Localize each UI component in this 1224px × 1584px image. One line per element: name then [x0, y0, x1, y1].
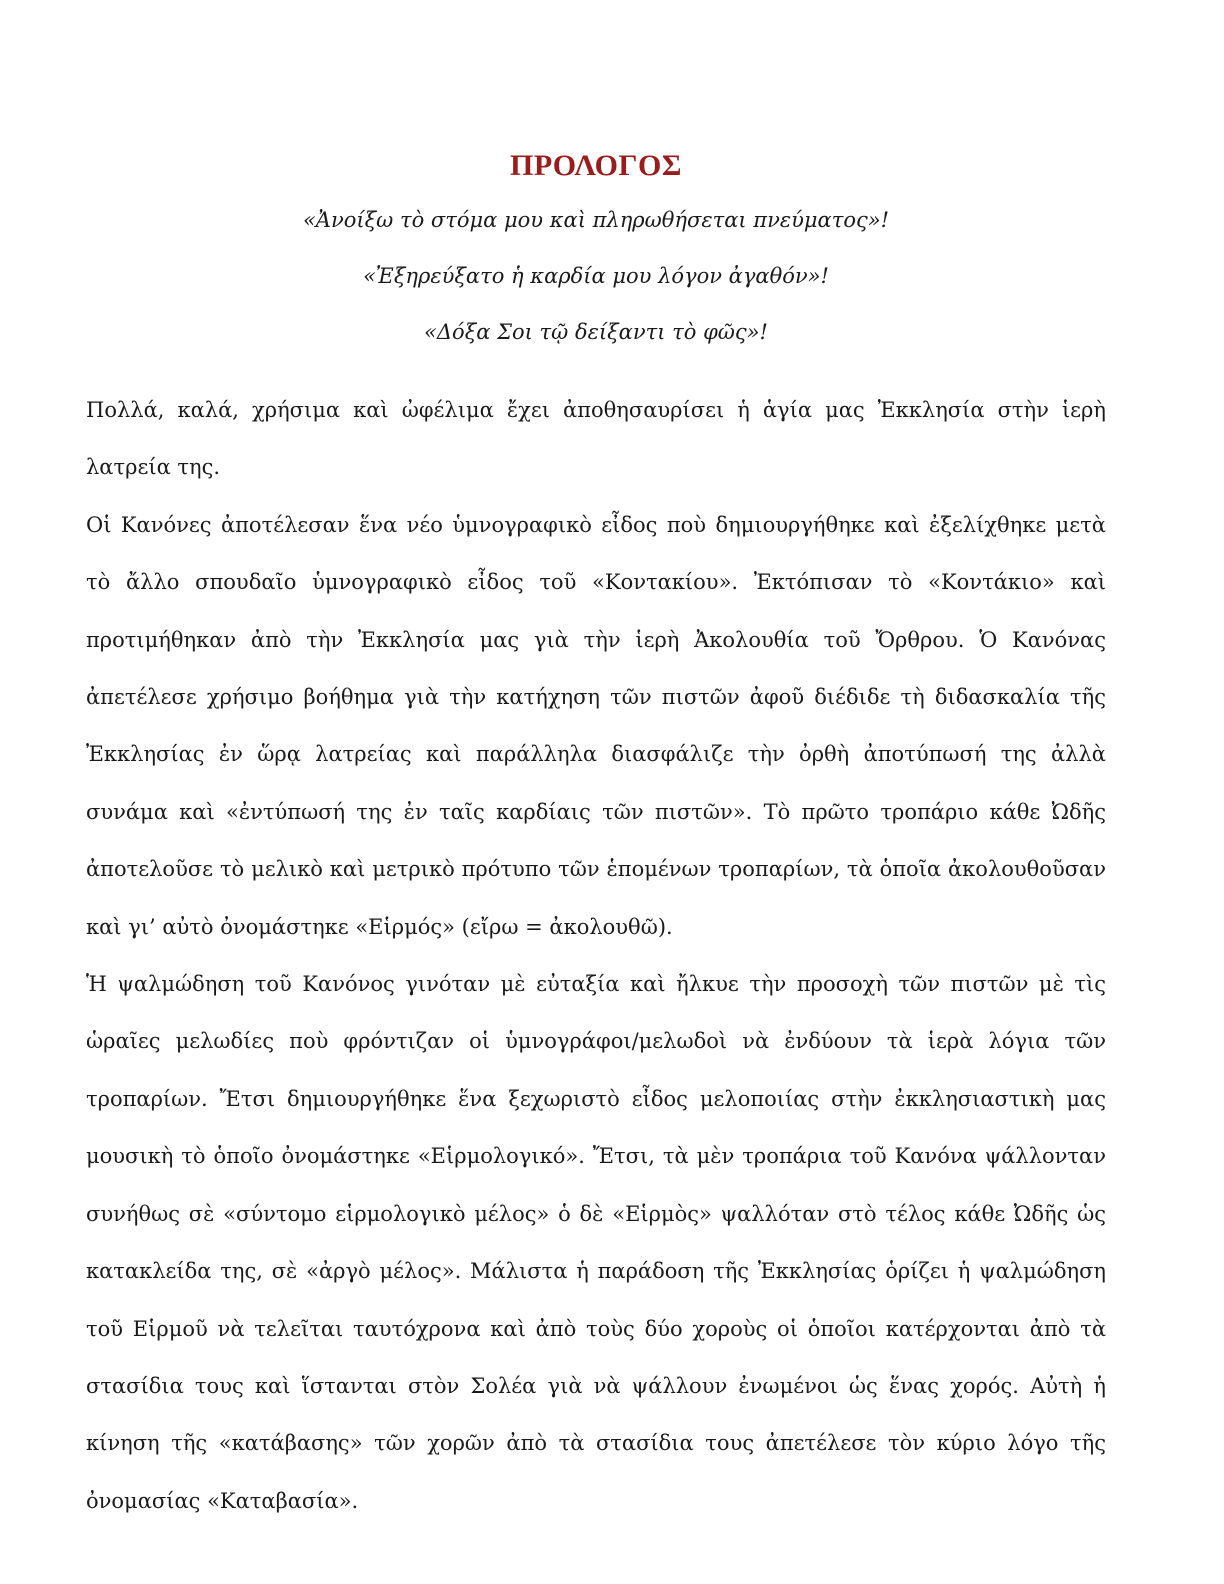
paragraph-1: Πολλά, καλά, χρήσιμα καὶ ὠφέλιμα ἔχει ἀποθησαυρίσει ἡ ἁγία μας Ἐκκλησία στὴν ἱερὴ λατρεία της.	[86, 398, 1106, 480]
body-text	[86, 382, 1106, 1530]
epigraph-3: «Δόξα Σοι τῷ δείξαντι τὸ φῶς»!	[424, 320, 768, 344]
paragraph-3: Ἡ ψαλμώδηση τοῦ Κανόνος γινόταν μὲ εὐταξία καὶ ἤλκυε τὴν προσοχὴ τῶν πιστῶν μὲ τὶς ὡραῖες μελωδίες ποὺ φρόντιζαν οἱ ὑμνογράφοι/μελωδοὶ νὰ ἐνδύουν τὰ ἱερὰ λόγια τῶν τροπαρίων. Ἔτσι δημιουργήθηκε ἕνα ξεχωριστὸ εἶδος μελοποιίας στὴν ἐκκλησιαστικὴ μας μουσικὴ τὸ ὁποῖο ὀνομάστηκε «Εἱρμολογικό». Ἔτσι, τὰ μὲν τροπάρια τοῦ Κανόνα ψάλλονταν συνήθως σὲ «σύντομο εἱρμολογικὸ μέλος» ὁ δὲ «Εἱρμὸς» ψαλλόταν στὸ τέλος κάθε Ὠδῆς ὡς κατακλείδα της, σὲ «ἀργὸ μέλος». Μάλιστα ἡ παράδοση τῆς Ἐκκλησίας ὁρίζει ἡ ψαλμώδηση τοῦ Εἱρμοῦ νὰ τελεῖται ταυτόχρονα καὶ ἀπὸ τοὺς δύο χοροὺς οἱ ὁποῖοι κατέρχονται ἀπὸ τὰ στασίδια τους καὶ ἵστανται στὸν Σολέα γιὰ νὰ ψάλλουν ἐνωμένοι ὡς ἕνας χορός. Αὐτὴ ἡ κίνηση τῆς «κατάβασης» τῶν χορῶν ἀπὸ τὰ στασίδια τους ἀπετέλεσε τὸν κύριο λόγο τῆς ὀνομασίας «Καταβασία».	[86, 972, 1106, 1513]
page-title: ΠΡΟΛΟΓΟΣ	[510, 149, 682, 182]
document-page	[86, 140, 1106, 1530]
paragraph-2: Οἱ Κανόνες ἀποτέλεσαν ἕνα νέο ὑμνογραφικὸ εἶδος ποὺ δημιουργήθηκε καὶ ἐξελίχθηκε μετὰ τὸ ἄλλο σπουδαῖο ὑμνογραφικὸ εἶδος τοῦ «Κοντακίου». Ἐκτόπισαν τὸ «Κοντάκιο» καὶ προτιμήθηκαν ἀπὸ τὴν Ἐκκλησία μας γιὰ τὴν ἱερὴ Ἀκολουθία τοῦ Ὄρθρου. Ὁ Κανόνας ἀπετέλεσε χρήσιμο βοήθημα γιὰ τὴν κατήχηση τῶν πιστῶν ἀφοῦ διέδιδε τὴ διδασκαλία τῆς Ἐκκλησίας ἐν ὥρᾳ λατρείας καὶ παράλληλα διασφάλιζε τὴν ὀρθὴ ἀποτύπωσή της ἀλλὰ συνάμα καὶ «ἐντύπωσή της ἐν ταῖς καρδίαις τῶν πιστῶν». Τὸ πρῶτο τροπάριο κάθε Ὠδῆς ἀποτελοῦσε τὸ μελικὸ καὶ μετρικὸ πρότυπο τῶν ἑπομένων τροπαρίων, τὰ ὁποῖα ἀκολουθοῦσαν καὶ γι’ αὐτὸ ὀνομάστηκε «Εἱρμός» (εἴρω = ἀκολουθῶ).	[86, 512, 1106, 939]
epigraph-list	[86, 192, 1106, 360]
epigraph-1: «Ἀνοίξω τὸ στόμα μου καὶ πληρωθήσεται πνεύματος»!	[302, 208, 890, 232]
epigraph-2: «Ἐξηρεύξατο ἡ καρδία μου λόγον ἀγαθόν»!	[363, 264, 829, 288]
